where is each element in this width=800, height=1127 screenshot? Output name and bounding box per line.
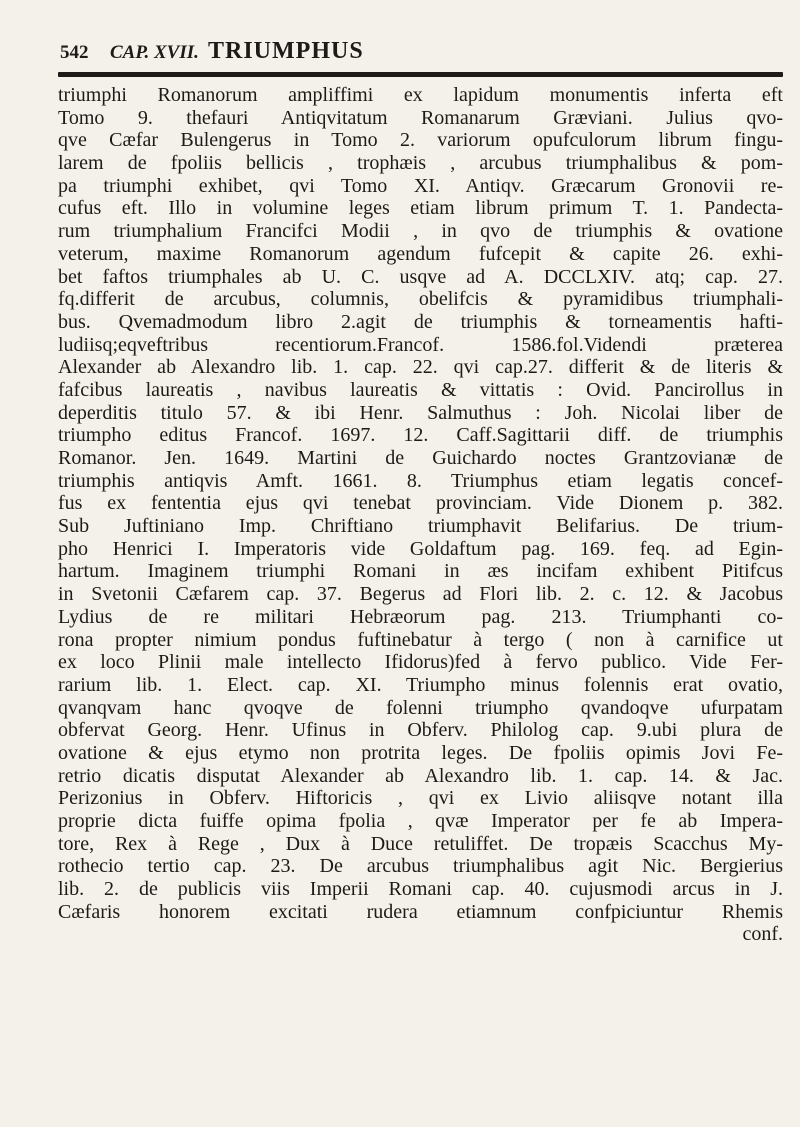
text-line: Tomo 9. thefauri Antiqvitatum Romanarum Græviani. Julius qvo- <box>58 106 783 129</box>
text-line: lib. 2. de publicis viis Imperii Romani cap. 40. cujusmodi arcus in J. <box>58 878 783 901</box>
text-line: retrio dicatis disputat Alexander ab Alexandro lib. 1. cap. 14. & Jac. <box>58 764 783 787</box>
text-line: obfervat Georg. Henr. Ufinus in Obferv. Philolog cap. 9.ubi plura de <box>58 719 783 742</box>
text-line: pa triumphi exhibet, qvi Tomo XI. Antiqv. Græcarum Gronovii re- <box>58 174 783 197</box>
text-line: rarium lib. 1. Elect. cap. XI. Triumpho minus folennis erat ovatio, <box>58 673 783 696</box>
text-line: rum triumphalium Francifci Modii , in qvo de triumphis & ovatione <box>58 220 783 243</box>
text-line: rona propter nimium pondus fuftinebatur à tergo ( non à carnifice ut <box>58 628 783 651</box>
catchword: conf. <box>742 923 783 946</box>
text-line: fq.differit de arcubus, columnis, obelifcis & pyramidibus triumphali- <box>58 288 783 311</box>
text-line: fafcibus laureatis , navibus laureatis & vittatis : Ovid. Pancirollus in <box>58 378 783 401</box>
text-line: in Svetonii Cæfarem cap. 37. Begerus ad Flori lib. 2. c. 12. & Jacobus <box>58 583 783 606</box>
chapter-label: CAP. XVII. <box>110 42 199 63</box>
text-line: veterum, maxime Romanorum agendum fufcepit & capite 26. exhi- <box>58 242 783 265</box>
text-line: bet faftos triumphales ab U. C. usqve ad A. DCCLXIV. atq; cap. 27. <box>58 265 783 288</box>
text-line: bus. Qvemadmodum libro 2.agit de triumphis & torneamentis hafti- <box>58 310 783 333</box>
text-line: qve Cæfar Bulengerus in Tomo 2. variorum opufculorum librum fingu- <box>58 129 783 152</box>
text-line: cufus eft. Illo in volumine leges etiam librum primum T. 1. Pandecta- <box>58 197 783 220</box>
body-text <box>58 84 783 946</box>
text-line: ovatione & ejus etymo non protrita leges. De fpoliis opimis Jovi Fe- <box>58 741 783 764</box>
text-line: Romanor. Jen. 1649. Martini de Guichardo noctes Grantzovianæ de <box>58 447 783 469</box>
text-line: triumphi Romanorum ampliffimi ex lapidum monumentis inferta eft <box>58 84 783 106</box>
running-header <box>60 38 780 70</box>
text-line: ludiisq;eqveftribus recentiorum.Francof. 1586.fol.Videndi præterea <box>58 333 783 356</box>
text-line: rothecio tertio cap. 23. De arcubus triumphalibus agit Nic. Bergierius <box>58 855 783 878</box>
text-line: triumpho editus Francof. 1697. 12. Caff.Sagittarii diff. de triumphis <box>58 424 783 447</box>
text-line: proprie dicta fuiffe opima fpolia , qvæ Imperator per fe ab Impera- <box>58 810 783 832</box>
header-rule <box>58 72 783 77</box>
text-line: Perizonius in Obferv. Hiftoricis , qvi ex Livio aliisqve notant illa <box>58 787 783 810</box>
running-title: TRIUMPHUS <box>208 38 364 64</box>
page-number: 542 <box>60 42 89 63</box>
text-line: hartum. Imaginem triumphi Romani in æs incifam exhibent Pitifcus <box>58 560 783 583</box>
text-line: pho Henrici I. Imperatoris vide Goldaftum pag. 169. feq. ad Egin- <box>58 537 783 560</box>
text-line: qvanqvam hanc qvoqve de folenni triumpho qvandoqve ufurpatam <box>58 696 783 719</box>
text-line: Lydius de re militari Hebræorum pag. 213. Triumphanti co- <box>58 605 783 628</box>
text-line: triumphis antiqvis Amft. 1661. 8. Triumphus etiam legatis concef- <box>58 469 783 492</box>
text-line: tore, Rex à Rege , Dux à Duce retuliffet. De tropæis Scacchus My- <box>58 832 783 855</box>
text-line: Cæfaris honorem excitati rudera etiamnum confpiciuntur Rhemis <box>58 900 783 923</box>
text-line: fus ex fententia ejus qvi tenebat provinciam. Vide Dionem p. 382. <box>58 492 783 515</box>
text-line: Alexander ab Alexandro lib. 1. cap. 22. qvi cap.27. differit & de literis & <box>58 356 783 379</box>
text-line: deperditis titulo 57. & ibi Henr. Salmuthus : Joh. Nicolai liber de <box>58 401 783 424</box>
text-line: Sub Juftiniano Imp. Chriftiano triumphavit Belifarius. De trium- <box>58 515 783 538</box>
text-line: larem de fpoliis bellicis , trophæis , arcubus triumphalibus & pom- <box>58 152 783 175</box>
text-line: ex loco Plinii male intellecto Ifidorus)fed à fervo publico. Vide Fer- <box>58 651 783 674</box>
